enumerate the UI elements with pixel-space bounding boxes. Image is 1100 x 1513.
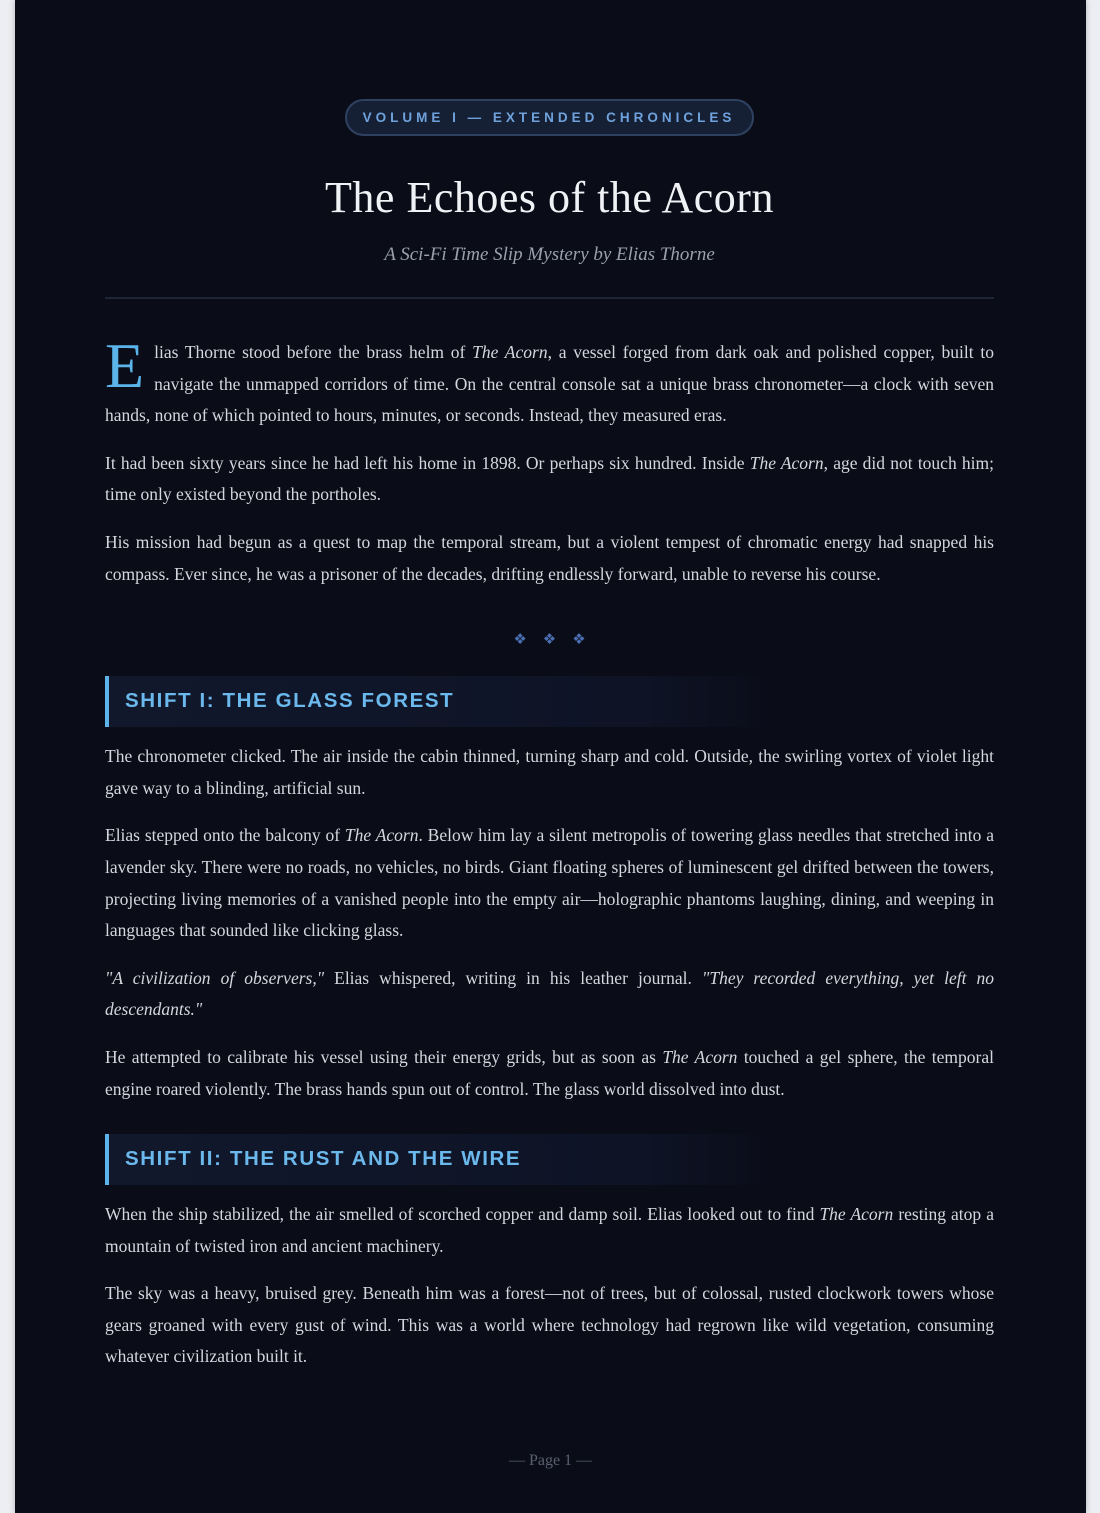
book-title: The Echoes of the Acorn (325, 173, 774, 222)
shift1-p2-text-a: Elias stepped onto the balcony of (105, 825, 345, 846)
shift1-p4-text-b: touched a gel sphere, the temporal engine roared violently. The brass hands spun out of control. The glass world dissolved into dust. (105, 1046, 995, 1099)
book-subtitle: A Sci-Fi Time Slip Mystery by Elias Thorne (384, 244, 715, 265)
book-page (15, 0, 1086, 1513)
shift1-p2-text-b: . Below him lay a silent metropolis of towering glass needles that stretched into a lavender sky. There were no roads, no vehicles, no birds. Giant floating spheres of luminescent gel drifted between the towers, projecting living memories of a vanished people into the empty air—holographic phantoms laughing, dining, and weeping in languages that sounded like clicking glass. (105, 825, 995, 941)
shift1-paragraph-4 (105, 1042, 994, 1105)
quote-1: "A civilization of observers," (105, 967, 325, 988)
shift2-paragraph-2: The sky was a heavy, bruised grey. Beneath him was a forest—not of trees, but of colossal, rusted clockwork towers whose gears groaned with every gust of wind. This was a world where technology had regrown like wild vegetation, consuming whatever civilization built it. (105, 1283, 994, 1367)
badge-wrapper (105, 99, 994, 136)
shift1-paragraph-2 (105, 820, 994, 946)
page-number: — Page 1 — (508, 1452, 593, 1469)
shift1-paragraph-3 (105, 963, 994, 1026)
ship-name: The Acorn (472, 342, 548, 362)
ship-name: The Acorn (749, 452, 824, 473)
title-divider (105, 297, 994, 299)
section-ornament (105, 630, 994, 652)
diamond-icon: ❖ (513, 630, 527, 649)
section-heading-shift-2: SHIFT II: THE RUST AND THE WIRE (105, 1134, 994, 1185)
intro-paragraph-2 (105, 448, 994, 511)
drop-cap: E (105, 330, 145, 401)
shift1-p4-text-a: He attempted to calibrate his vessel using their energy grids, but as soon as (105, 1046, 663, 1067)
intro-p1-text-a: lias Thorne stood before the brass helm of (154, 342, 473, 362)
shift1-paragraph-1: The chronometer clicked. The air inside the cabin thinned, turning sharp and cold. Outside, the swirling vortex of violet light gave way to a blinding, artificial sun. (105, 746, 994, 798)
intro-p2-text-a: It had been sixty years since he had left his home in 1898. Or perhaps six hundred. Inside (105, 452, 750, 473)
shift2-p1-text-a: When the ship stabilized, the air smelled of scorched copper and damp soil. Elias looked out to find (105, 1204, 820, 1225)
intro-paragraph-1 (105, 330, 995, 432)
quote-2: "They recorded everything, yet left no descendants." (105, 967, 995, 1020)
volume-badge: VOLUME I — EXTENDED CHRONICLES (345, 99, 755, 136)
intro-p1-text-b: , a vessel forged from dark oak and polished copper, built to navigate the unmapped corridors of time. On the central console sat a unique brass chronometer—a clock with seven hands, none of which pointed to hours, minutes, or seconds. Instead, they measured eras. (105, 342, 995, 426)
shift1-p3-text-mid: Elias whispered, writing in his leather journal. (324, 967, 702, 988)
diamond-icon: ❖ (572, 630, 586, 649)
intro-paragraph-3: His mission had begun as a quest to map the temporal stream, but a violent tempest of chromatic energy had snapped his compass. Ever since, he was a prisoner of the decades, drifting endlessly forward, unable to reverse his course. (105, 531, 994, 584)
intro-p2-text-b: , age did not touch him; time only existed beyond the portholes. (105, 452, 994, 505)
ship-name: The Acorn (819, 1204, 894, 1225)
ship-name: The Acorn (344, 825, 419, 846)
ship-name: The Acorn (662, 1046, 738, 1067)
page-content (105, 0, 994, 1373)
diamond-icon: ❖ (542, 630, 557, 649)
shift2-paragraph-1 (105, 1199, 994, 1262)
shift2-p1-text-b: resting atop a mountain of twisted iron and ancient machinery. (105, 1204, 994, 1256)
section-heading-shift-1: SHIFT I: THE GLASS FOREST (105, 676, 994, 727)
